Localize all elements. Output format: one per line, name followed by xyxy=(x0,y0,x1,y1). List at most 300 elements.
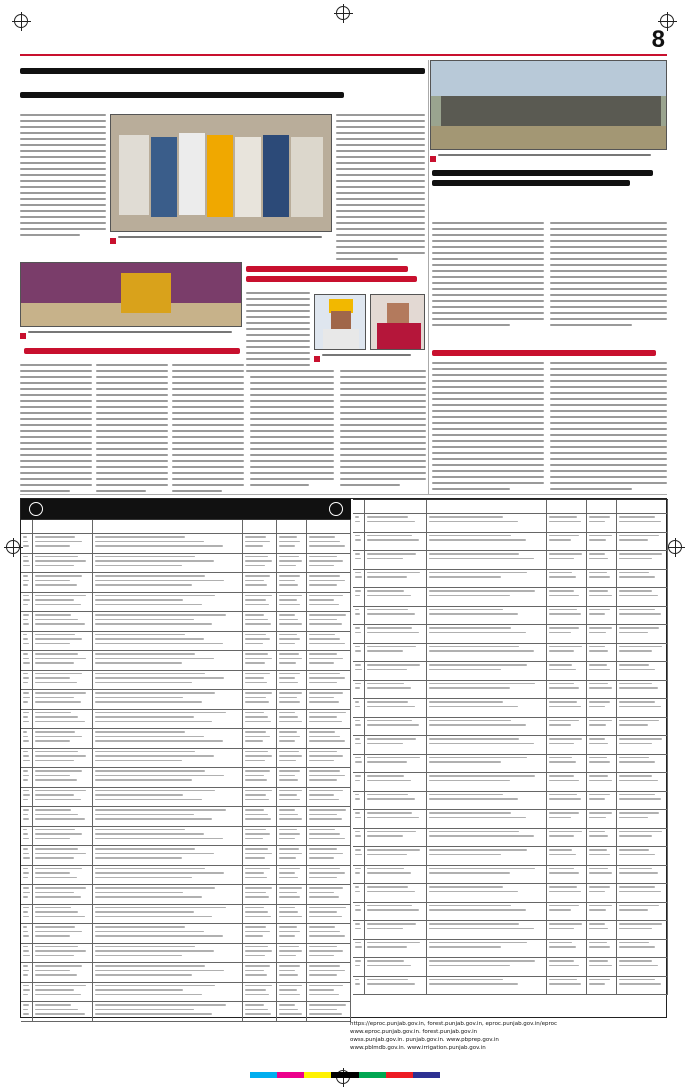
color-swatch xyxy=(413,1072,440,1078)
tender-column-header xyxy=(353,500,365,513)
tender-cell xyxy=(617,958,668,976)
tender-cell xyxy=(307,846,351,865)
tender-cell xyxy=(427,551,547,569)
tender-cell xyxy=(365,940,427,958)
tender-cell xyxy=(365,736,427,754)
anti-drug-column-1 xyxy=(20,364,92,496)
tender-cell xyxy=(427,514,547,532)
tender-cell xyxy=(277,983,307,1002)
tender-row xyxy=(21,729,351,749)
tender-cell xyxy=(587,644,617,662)
tender-cell xyxy=(547,829,587,847)
tender-cell xyxy=(365,755,427,773)
tender-cell xyxy=(353,514,365,532)
tender-cell xyxy=(21,944,33,963)
tender-cell xyxy=(243,905,277,924)
congress-story-column-1 xyxy=(246,292,310,376)
tender-cell xyxy=(587,588,617,606)
tender-row xyxy=(353,699,668,718)
tender-cell xyxy=(617,903,668,921)
tender-row xyxy=(21,573,351,593)
tender-cell xyxy=(21,573,33,592)
tender-row xyxy=(21,963,351,983)
tender-cell xyxy=(21,534,33,553)
tender-notice-header xyxy=(21,499,351,519)
tender-cell xyxy=(587,736,617,754)
tender-cell xyxy=(587,903,617,921)
tender-cell xyxy=(21,866,33,885)
right-story-column-1 xyxy=(432,222,544,330)
tender-column-header xyxy=(587,500,617,513)
tender-cell xyxy=(93,827,243,846)
tender-cell xyxy=(427,884,547,902)
tender-row xyxy=(21,885,351,905)
tender-cell xyxy=(277,885,307,904)
tender-cell xyxy=(21,788,33,807)
tender-cell xyxy=(587,681,617,699)
tender-cell xyxy=(307,866,351,885)
tender-cell xyxy=(365,884,427,902)
tender-cell xyxy=(353,940,365,958)
portrait-man xyxy=(314,294,366,350)
caption-marker-icon xyxy=(430,156,436,162)
tender-cell xyxy=(617,533,668,551)
tender-row xyxy=(21,983,351,1003)
tender-cell xyxy=(21,983,33,1002)
tender-cell xyxy=(93,905,243,924)
caption-marker-icon xyxy=(20,333,26,339)
tender-cell xyxy=(307,554,351,573)
tender-cell xyxy=(307,827,351,846)
tender-footer xyxy=(350,1018,667,1053)
main-story-column-1 xyxy=(20,114,106,240)
tender-row xyxy=(353,718,668,737)
tender-cell xyxy=(365,699,427,717)
tender-cell xyxy=(547,977,587,995)
tender-cell xyxy=(33,924,93,943)
tender-cell xyxy=(93,671,243,690)
tender-cell xyxy=(33,710,93,729)
tender-cell xyxy=(277,534,307,553)
tender-cell xyxy=(277,944,307,963)
tender-cell xyxy=(307,1002,351,1021)
tender-cell xyxy=(21,710,33,729)
tender-cell xyxy=(93,768,243,787)
tender-cell xyxy=(587,921,617,939)
caption-marker-icon xyxy=(314,356,320,362)
tender-cell xyxy=(617,755,668,773)
footer-url[interactable]: www.eproc.punjab.gov.in. forest.punjab.gov.in xyxy=(350,1029,478,1035)
tender-cell xyxy=(427,662,547,680)
tender-row xyxy=(21,788,351,808)
tender-notice xyxy=(20,498,667,1018)
tender-cell xyxy=(93,710,243,729)
tender-cell xyxy=(353,699,365,717)
tender-row xyxy=(21,866,351,886)
tender-cell xyxy=(427,940,547,958)
tender-cell xyxy=(307,651,351,670)
main-story-column-2 xyxy=(336,114,425,264)
tender-cell xyxy=(21,632,33,651)
tender-header-row xyxy=(21,520,351,534)
tender-cell xyxy=(33,866,93,885)
tender-cell xyxy=(243,924,277,943)
tender-cell xyxy=(427,866,547,884)
tender-row xyxy=(353,736,668,755)
tender-row xyxy=(353,514,668,533)
tender-column-header xyxy=(33,520,93,533)
tender-cell xyxy=(93,632,243,651)
tender-cell xyxy=(21,905,33,924)
tender-cell xyxy=(427,588,547,606)
tender-cell xyxy=(617,662,668,680)
tender-cell xyxy=(243,944,277,963)
tender-cell xyxy=(307,729,351,748)
tender-cell xyxy=(21,846,33,865)
tender-cell xyxy=(587,977,617,995)
tender-cell xyxy=(93,885,243,904)
tender-cell xyxy=(33,632,93,651)
tender-cell xyxy=(427,829,547,847)
tender-column-header xyxy=(365,500,427,513)
tender-row xyxy=(353,662,668,681)
tender-row xyxy=(353,588,668,607)
tender-cell xyxy=(93,846,243,865)
tender-row xyxy=(353,625,668,644)
tender-cell xyxy=(587,940,617,958)
tender-cell xyxy=(365,718,427,736)
tender-cell xyxy=(587,551,617,569)
tender-cell xyxy=(427,921,547,939)
tender-cell xyxy=(93,729,243,748)
tender-cell xyxy=(33,749,93,768)
tender-row xyxy=(21,710,351,730)
tender-cell xyxy=(427,773,547,791)
tender-cell xyxy=(427,533,547,551)
tender-cell xyxy=(365,514,427,532)
tender-row xyxy=(21,554,351,574)
tender-row xyxy=(353,773,668,792)
tender-cell xyxy=(617,736,668,754)
tender-cell xyxy=(243,632,277,651)
tender-cell xyxy=(365,588,427,606)
section-rule xyxy=(20,494,667,495)
tender-cell xyxy=(353,681,365,699)
tender-cell xyxy=(93,534,243,553)
photo-caption-anti-drug-event xyxy=(20,329,242,339)
footer-url[interactable]: www.pblmdb.gov.in. www.irrigation.punjab.gov.in xyxy=(350,1045,486,1051)
tender-cell xyxy=(617,514,668,532)
congress-story-headline xyxy=(246,262,426,286)
tender-cell xyxy=(277,807,307,826)
tender-row xyxy=(353,755,668,774)
tender-cell xyxy=(93,983,243,1002)
tender-cell xyxy=(33,905,93,924)
tender-row xyxy=(21,1002,351,1022)
tender-cell xyxy=(21,1002,33,1021)
tender-row xyxy=(21,612,351,632)
tender-cell xyxy=(365,551,427,569)
tender-cell xyxy=(353,903,365,921)
tender-row xyxy=(353,551,668,570)
tender-cell xyxy=(353,755,365,773)
tender-cell xyxy=(587,958,617,976)
tender-cell xyxy=(21,612,33,631)
tender-cell xyxy=(21,651,33,670)
tender-cell xyxy=(587,662,617,680)
tender-cell xyxy=(277,963,307,982)
tender-cell xyxy=(33,671,93,690)
tender-cell xyxy=(243,885,277,904)
tender-cell xyxy=(93,651,243,670)
tender-cell xyxy=(277,749,307,768)
tender-cell xyxy=(547,866,587,884)
tender-cell xyxy=(547,662,587,680)
tender-row xyxy=(353,921,668,940)
tender-cell xyxy=(353,588,365,606)
tender-row xyxy=(353,847,668,866)
tender-cell xyxy=(93,944,243,963)
tender-row xyxy=(21,807,351,827)
tender-cell xyxy=(587,570,617,588)
tender-cell xyxy=(93,788,243,807)
tender-cell xyxy=(617,773,668,791)
tender-row xyxy=(21,534,351,554)
color-swatch xyxy=(331,1072,358,1078)
anti-drug-column-2 xyxy=(96,364,168,496)
tender-cell xyxy=(93,866,243,885)
congress-story-column-2 xyxy=(250,370,334,490)
tender-cell xyxy=(587,792,617,810)
tender-cell xyxy=(617,681,668,699)
tender-cell xyxy=(353,551,365,569)
tender-cell xyxy=(21,807,33,826)
tender-cell xyxy=(33,963,93,982)
tender-cell xyxy=(547,810,587,828)
tender-cell xyxy=(353,866,365,884)
tender-cell xyxy=(243,729,277,748)
tender-row xyxy=(353,644,668,663)
tender-cell xyxy=(617,551,668,569)
tender-cell xyxy=(307,885,351,904)
tender-cell xyxy=(277,905,307,924)
tender-cell xyxy=(93,690,243,709)
tender-cell xyxy=(33,593,93,612)
tender-cell xyxy=(587,625,617,643)
tender-cell xyxy=(243,866,277,885)
tender-cell xyxy=(243,983,277,1002)
registration-mark-icon xyxy=(14,14,28,28)
tender-cell xyxy=(33,807,93,826)
tender-table-left xyxy=(21,519,351,1022)
tender-cell xyxy=(243,788,277,807)
tender-cell xyxy=(93,963,243,982)
tender-row xyxy=(353,958,668,977)
tender-row xyxy=(21,593,351,613)
tender-cell xyxy=(365,607,427,625)
tender-cell xyxy=(365,810,427,828)
color-swatch xyxy=(277,1072,304,1078)
tender-cell xyxy=(547,718,587,736)
tender-row xyxy=(21,749,351,769)
tender-row xyxy=(21,690,351,710)
tender-cell xyxy=(307,983,351,1002)
tender-cell xyxy=(307,944,351,963)
right-story-headline xyxy=(432,166,665,190)
tender-cell xyxy=(353,773,365,791)
tender-cell xyxy=(617,977,668,995)
tender-row xyxy=(21,905,351,925)
congress-story-column-3 xyxy=(340,370,426,490)
tender-cell xyxy=(243,963,277,982)
tender-cell xyxy=(21,593,33,612)
tender-cell xyxy=(33,690,93,709)
tender-cell xyxy=(277,846,307,865)
tender-cell xyxy=(587,884,617,902)
tender-cell xyxy=(243,671,277,690)
tender-cell xyxy=(617,829,668,847)
column-rule xyxy=(428,60,429,494)
tender-cell xyxy=(547,681,587,699)
tender-cell xyxy=(307,963,351,982)
tender-cell xyxy=(353,884,365,902)
tender-cell xyxy=(547,644,587,662)
tender-cell xyxy=(307,632,351,651)
tender-cell xyxy=(307,534,351,553)
tender-cell xyxy=(547,884,587,902)
government-emblem-icon xyxy=(329,502,343,516)
tender-cell xyxy=(365,903,427,921)
tender-cell xyxy=(277,729,307,748)
tender-cell xyxy=(427,810,547,828)
tender-cell xyxy=(617,570,668,588)
tender-cell xyxy=(243,846,277,865)
tender-cell xyxy=(243,554,277,573)
tender-cell xyxy=(21,827,33,846)
tender-row xyxy=(21,924,351,944)
jayanti-story-column-1 xyxy=(432,362,544,494)
tender-row xyxy=(353,570,668,589)
tender-cell xyxy=(547,736,587,754)
tender-cell xyxy=(427,625,547,643)
tender-cell xyxy=(243,651,277,670)
anti-drug-column-3 xyxy=(172,364,244,496)
tender-cell xyxy=(277,1002,307,1021)
tender-cell xyxy=(547,570,587,588)
tender-row xyxy=(21,944,351,964)
tender-cell xyxy=(277,690,307,709)
tender-cell xyxy=(353,662,365,680)
tender-cell xyxy=(277,788,307,807)
tender-cell xyxy=(547,588,587,606)
tender-cell xyxy=(365,625,427,643)
tender-cell xyxy=(307,710,351,729)
footer-url[interactable]: owss.punjab.gov.in. punjab.gov.in. www.pbprep.gov.in xyxy=(350,1037,499,1043)
tender-cell xyxy=(547,514,587,532)
tender-cell xyxy=(307,905,351,924)
tender-cell xyxy=(617,588,668,606)
tender-cell xyxy=(547,551,587,569)
tender-cell xyxy=(587,847,617,865)
tender-cell xyxy=(365,958,427,976)
tender-cell xyxy=(33,768,93,787)
tender-cell xyxy=(547,607,587,625)
masthead xyxy=(20,26,667,56)
tender-row xyxy=(353,829,668,848)
footer-url[interactable]: https://eproc.punjab.gov.in, forest.punjab.gov.in, eproc.punjab.gov.in/eproc xyxy=(350,1021,558,1027)
tender-cell xyxy=(33,788,93,807)
tender-cell xyxy=(617,699,668,717)
tender-cell xyxy=(365,773,427,791)
tender-cell xyxy=(93,924,243,943)
tender-cell xyxy=(547,773,587,791)
tender-cell xyxy=(353,810,365,828)
caption-marker-icon xyxy=(110,238,116,244)
tender-cell xyxy=(277,710,307,729)
tender-cell xyxy=(21,749,33,768)
tender-cell xyxy=(617,718,668,736)
tender-cell xyxy=(307,612,351,631)
photo-akali-dal-meeting xyxy=(110,114,332,232)
color-swatch xyxy=(359,1072,386,1078)
tender-row xyxy=(21,846,351,866)
tender-cell xyxy=(353,718,365,736)
tender-cell xyxy=(33,885,93,904)
anti-drug-story-headline xyxy=(24,344,244,358)
tender-cell xyxy=(277,768,307,787)
tender-cell xyxy=(617,810,668,828)
tender-cell xyxy=(353,533,365,551)
tender-cell xyxy=(277,827,307,846)
tender-cell xyxy=(33,534,93,553)
tender-column-header xyxy=(547,500,587,513)
tender-cell xyxy=(21,963,33,982)
tender-cell xyxy=(427,644,547,662)
tender-cell xyxy=(353,607,365,625)
tender-cell xyxy=(365,921,427,939)
main-headline-line-2 xyxy=(20,84,425,106)
tender-cell xyxy=(277,632,307,651)
tender-cell xyxy=(587,533,617,551)
tender-cell xyxy=(243,690,277,709)
tender-cell xyxy=(587,810,617,828)
tender-cell xyxy=(93,554,243,573)
registration-mark-icon xyxy=(668,540,682,554)
tender-cell xyxy=(307,593,351,612)
tender-cell xyxy=(93,807,243,826)
tender-row xyxy=(353,681,668,700)
tender-cell xyxy=(587,718,617,736)
tender-cell xyxy=(307,788,351,807)
tender-cell xyxy=(307,924,351,943)
tender-cell xyxy=(427,847,547,865)
tender-cell xyxy=(277,573,307,592)
tender-row xyxy=(353,903,668,922)
tender-cell xyxy=(243,768,277,787)
tender-cell xyxy=(243,573,277,592)
tender-column-header xyxy=(307,520,351,533)
tender-cell xyxy=(617,921,668,939)
tender-cell xyxy=(617,625,668,643)
tender-cell xyxy=(21,729,33,748)
tender-cell xyxy=(365,570,427,588)
color-swatch xyxy=(386,1072,413,1078)
tender-cell xyxy=(277,866,307,885)
tender-cell xyxy=(307,768,351,787)
tender-cell xyxy=(427,903,547,921)
tender-cell xyxy=(33,983,93,1002)
color-swatch xyxy=(304,1072,331,1078)
